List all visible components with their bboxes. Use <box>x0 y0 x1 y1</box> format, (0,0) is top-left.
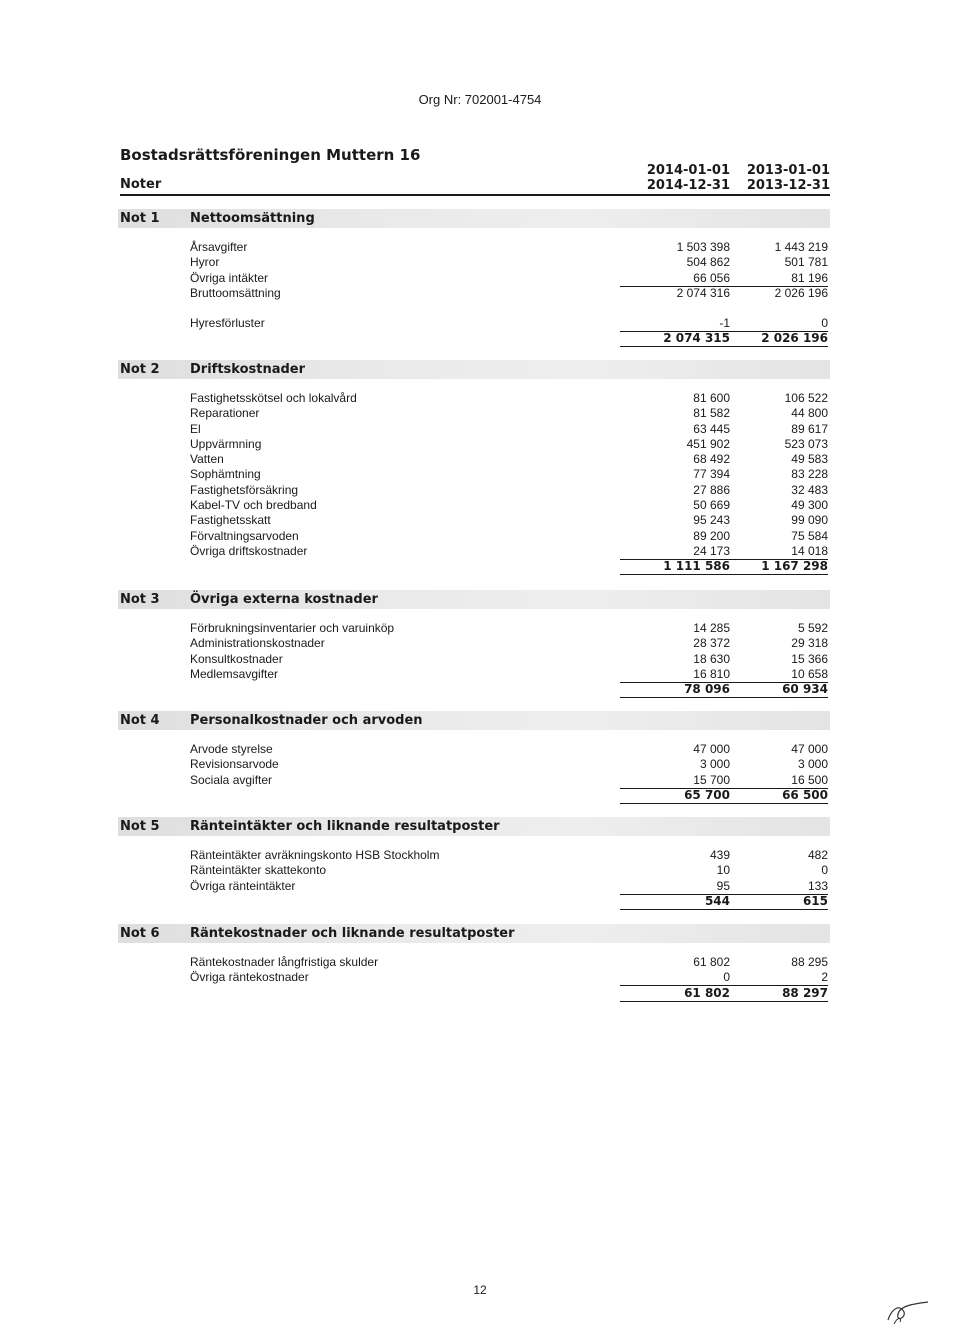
note-title: Personalkostnader och arvoden <box>190 713 423 728</box>
row-label: Sophämtning <box>190 467 261 482</box>
row-label: Förbrukningsinventarier och varuinköp <box>190 621 395 635</box>
value-2013: 81 196 <box>718 271 828 287</box>
value-2014: -1 <box>620 316 730 332</box>
value-2014: 24 173 <box>620 544 730 560</box>
value-2014: 18 630 <box>693 651 730 666</box>
value-2013: 75 584 <box>791 528 828 543</box>
value-2014: 1 111 586 <box>620 559 730 575</box>
value-2013: 89 617 <box>791 421 828 436</box>
period-2013-from: 2013-01-01 <box>746 163 830 178</box>
value-2013: 5 592 <box>797 621 828 635</box>
row-label: Årsavgifter <box>190 240 248 254</box>
value-2014: 3 000 <box>699 757 730 772</box>
value-2013: 482 <box>807 848 828 862</box>
table-row <box>118 255 830 270</box>
notes-header <box>120 162 830 196</box>
value-2013: 523 073 <box>784 436 828 451</box>
note-rows <box>118 391 830 575</box>
row-label: Övriga räntekostnader <box>190 970 309 985</box>
table-row <box>118 970 830 985</box>
value-2013: 615 <box>718 894 828 910</box>
value-2014: 50 669 <box>693 498 730 513</box>
total-row <box>118 559 830 574</box>
value-2013: 0 <box>821 863 828 878</box>
table-row <box>118 498 830 513</box>
value-2014: 544 <box>620 894 730 910</box>
value-2014: 1 503 398 <box>676 240 730 254</box>
value-2013: 66 500 <box>718 788 828 804</box>
value-2013: 2 <box>718 970 828 986</box>
note-rows <box>118 742 830 803</box>
note-number: Not 1 <box>120 211 160 226</box>
value-2014: 10 <box>716 863 730 878</box>
value-2013: 2 026 196 <box>774 285 828 300</box>
value-2014: 28 372 <box>693 636 730 651</box>
row-label: Fastighetsskötsel och lokalvård <box>190 391 357 405</box>
value-2013: 60 934 <box>718 682 828 698</box>
value-2013: 44 800 <box>791 406 828 421</box>
value-2014: 27 886 <box>693 482 730 497</box>
table-row <box>118 467 830 482</box>
table-row <box>118 544 830 559</box>
note-section <box>118 209 830 347</box>
value-2013: 49 300 <box>791 498 828 513</box>
table-row <box>118 773 830 788</box>
value-2014: 16 810 <box>620 667 730 683</box>
value-2014: 81 582 <box>693 406 730 421</box>
row-label: Fastighetsskatt <box>190 513 271 528</box>
note-number: Not 2 <box>120 362 160 377</box>
value-2013: 99 090 <box>791 513 828 528</box>
period-2013-to: 2013-12-31 <box>746 178 830 193</box>
total-row <box>118 331 830 346</box>
value-2013: 2 026 196 <box>718 331 828 347</box>
value-2014: 0 <box>620 970 730 986</box>
note-section <box>118 711 830 803</box>
note-rows <box>118 848 830 909</box>
note-title: Övriga externa kostnader <box>190 592 378 607</box>
table-row <box>118 757 830 772</box>
note-number: Not 6 <box>120 926 160 941</box>
value-2014: 95 <box>620 879 730 895</box>
table-row <box>118 863 830 878</box>
notes-header-label: Noter <box>120 177 162 192</box>
value-2014: 2 074 316 <box>676 285 730 300</box>
note-title: Driftskostnader <box>190 362 306 377</box>
row-label: Sociala avgifter <box>190 772 273 787</box>
signature-mark <box>882 1298 932 1326</box>
row-label: Hyresförluster <box>190 316 265 331</box>
value-2013: 3 000 <box>797 757 828 772</box>
value-2014: 81 600 <box>693 391 730 405</box>
note-section <box>118 360 830 575</box>
table-row <box>118 621 830 636</box>
row-label: Ränteintäkter skattekonto <box>190 863 327 878</box>
row-label: Ränteintäkter avräkningskonto HSB Stockholm <box>190 848 440 862</box>
value-2013: 14 018 <box>718 544 828 560</box>
note-header-bar <box>118 360 830 379</box>
value-2013: 83 228 <box>791 467 828 482</box>
row-label: Arvode styrelse <box>190 742 273 756</box>
value-2013: 501 781 <box>784 255 828 270</box>
total-row <box>118 894 830 909</box>
row-label: Kabel-TV och bredband <box>190 498 317 513</box>
row-label: Revisionsarvode <box>190 757 279 772</box>
row-label: Övriga ränteintäkter <box>190 878 296 893</box>
period-2014-from: 2014-01-01 <box>646 163 730 178</box>
value-2014: 78 096 <box>620 682 730 698</box>
value-2013: 106 522 <box>784 391 828 405</box>
table-row <box>118 391 830 406</box>
note-title: Nettoomsättning <box>190 211 315 226</box>
row-label: Fastighetsförsäkring <box>190 482 299 497</box>
note-section <box>118 590 830 697</box>
value-2013: 88 295 <box>791 955 828 969</box>
table-row <box>118 848 830 863</box>
row-label: Övriga driftskostnader <box>190 543 308 558</box>
org-number: Org Nr: 702001-4754 <box>418 92 542 107</box>
note-header-bar <box>118 924 830 943</box>
value-2014: 15 700 <box>620 773 730 789</box>
value-2014: 77 394 <box>693 467 730 482</box>
value-2014: 451 902 <box>686 436 730 451</box>
value-2014: 504 862 <box>686 255 730 270</box>
value-2014: 439 <box>709 848 730 862</box>
table-row <box>118 422 830 437</box>
value-2013: 29 318 <box>791 636 828 651</box>
value-2014: 95 243 <box>693 513 730 528</box>
period-2014-to: 2014-12-31 <box>646 178 730 193</box>
value-2013: 88 297 <box>718 986 828 1002</box>
value-2014: 65 700 <box>620 788 730 804</box>
row-label: Övriga intäkter <box>190 270 269 285</box>
total-row <box>118 986 830 1001</box>
note-rows <box>118 955 830 1001</box>
table-row <box>118 316 830 331</box>
table-row <box>118 652 830 667</box>
row-label: Räntekostnader långfristiga skulder <box>190 955 379 969</box>
row-label: Reparationer <box>190 406 260 421</box>
table-row <box>118 406 830 421</box>
row-label: Vatten <box>190 452 224 467</box>
table-row <box>118 452 830 467</box>
note-header-bar <box>118 590 830 609</box>
table-row <box>118 513 830 528</box>
association-title: Bostadsrättsföreningen Muttern 16 <box>120 146 421 164</box>
note-section <box>118 924 830 1001</box>
value-2014: 66 056 <box>620 271 730 287</box>
value-2013: 15 366 <box>791 651 828 666</box>
total-row <box>118 788 830 803</box>
value-2013: 49 583 <box>791 452 828 467</box>
value-2013: 0 <box>718 316 828 332</box>
table-row <box>118 437 830 452</box>
note-number: Not 5 <box>120 819 160 834</box>
row-label: El <box>190 421 201 436</box>
note-header-bar <box>118 209 830 228</box>
value-2013: 1 443 219 <box>774 240 828 254</box>
value-2014: 47 000 <box>693 742 730 756</box>
table-row <box>118 667 830 682</box>
table-row <box>118 271 830 286</box>
note-title: Räntekostnader och liknande resultatposter <box>190 926 515 941</box>
value-2014: 61 802 <box>693 955 730 969</box>
row-label: Administrationskostnader <box>190 636 325 651</box>
value-2013: 1 167 298 <box>718 559 828 575</box>
note-section <box>118 817 830 909</box>
table-row <box>118 529 830 544</box>
note-number: Not 4 <box>120 713 160 728</box>
table-row <box>118 240 830 255</box>
note-header-bar <box>118 817 830 836</box>
period-2013 <box>710 163 830 193</box>
total-row <box>118 682 830 697</box>
value-2014: 63 445 <box>693 421 730 436</box>
table-row <box>118 742 830 757</box>
note-header-bar <box>118 711 830 730</box>
table-row <box>118 879 830 894</box>
value-2013: 32 483 <box>791 482 828 497</box>
value-2014: 2 074 315 <box>620 331 730 347</box>
row-label: Medlemsavgifter <box>190 666 279 681</box>
note-rows <box>118 240 830 347</box>
page-number: 12 <box>473 1283 487 1297</box>
value-2013: 10 658 <box>718 667 828 683</box>
table-row <box>118 286 830 301</box>
value-2013: 133 <box>718 879 828 895</box>
note-rows <box>118 621 830 697</box>
row-label: Uppvärmning <box>190 436 262 451</box>
value-2013: 16 500 <box>718 773 828 789</box>
table-row <box>118 636 830 651</box>
value-2014: 61 802 <box>620 986 730 1002</box>
value-2014: 89 200 <box>693 528 730 543</box>
row-label: Konsultkostnader <box>190 651 283 666</box>
table-row <box>118 483 830 498</box>
row-label: Bruttoomsättning <box>190 285 281 300</box>
note-number: Not 3 <box>120 592 160 607</box>
value-2014: 68 492 <box>693 452 730 467</box>
row-label: Hyror <box>190 255 220 270</box>
value-2014: 14 285 <box>693 621 730 635</box>
row-label: Förvaltningsarvoden <box>190 528 299 543</box>
note-title: Ränteintäkter och liknande resultatposter <box>190 819 500 834</box>
table-row <box>118 955 830 970</box>
value-2013: 47 000 <box>791 742 828 756</box>
